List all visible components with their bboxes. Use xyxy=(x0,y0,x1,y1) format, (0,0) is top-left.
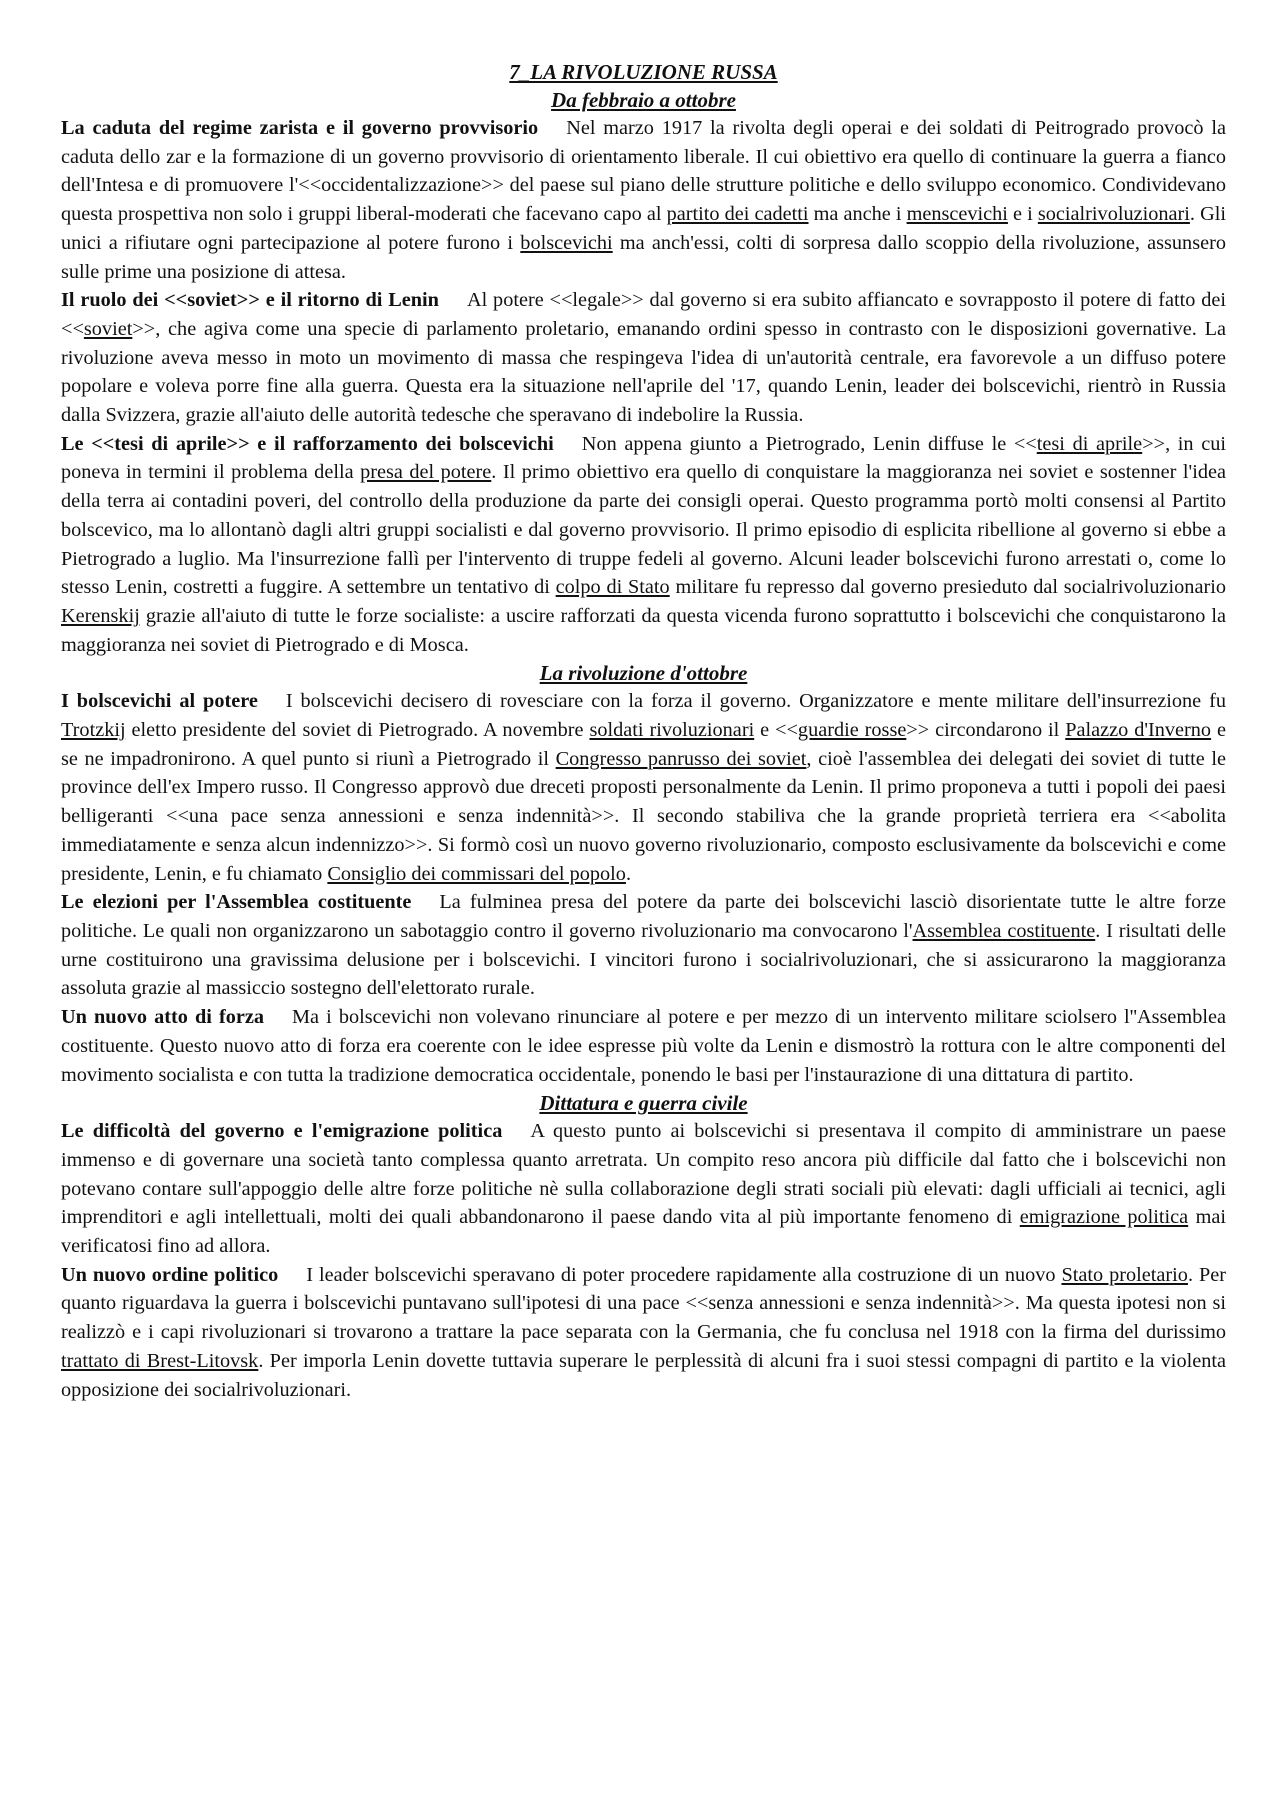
underlined-term: trattato di Brest-Litovsk xyxy=(61,1349,259,1372)
underlined-term: colpo di Stato xyxy=(555,576,670,599)
paragraph-heading: La caduta del regime zarista e il governo provvisorio xyxy=(61,117,539,139)
underlined-term: soviet xyxy=(83,317,133,340)
paragraph-text: ma anch'essi, colti di sorpresa dallo scoppio della rivoluzione, assunsero sulle prime una posizione di attesa. xyxy=(61,231,1226,283)
paragraph-text: militare fu represso dal governo presieduto dal socialrivoluzionario xyxy=(669,576,1226,599)
paragraph-text: . xyxy=(625,862,632,885)
paragraph xyxy=(61,430,1226,660)
underlined-term: Kerenskij xyxy=(61,604,140,627)
paragraph-text: Al potere <<legale>> dal governo si era subito affiancato e sovrapposto il potere di fatto dei << xyxy=(61,289,1226,340)
paragraph-text: . Il primo obiettivo era quello di conquistare la maggioranza nei soviet e sostenner l'idea della terra ai contadini poveri, del controllo della produzione da parte dei consigli operai. Questo programma portò molti consensi al Partito bolscevico, ma lo allontanò dagli altri gruppi socialisti e dal governo provvisorio. Il primo episodio di esplicita ribellione al governo si ebbe a Pietrogrado a luglio. Ma l'insurrezione fallì per l'intervento di truppe fedeli al governo. Alcuni leader bolscevichi furono arrestati o, come lo stesso Lenin, costretti a fuggire. A settembre un tentativo di xyxy=(61,461,1226,599)
paragraph-text: mai verificatosi fino ad allora. xyxy=(61,1206,1226,1258)
paragraph-text: A questo punto ai bolscevichi si presentava il compito di amministrare un paese immenso e di governare una società tanto complessa quanto arretrata. Un compito reso ancora più difficile dal fatto che i bolscevichi non potevano contare sull'appoggio delle altre forze politiche nè sulla collaborazione degli strati sociali più elevati: dagli ufficiali ai tecnici, agli imprenditori e agli intellettuali, molti dei quali abbandonarono il paese dando vita al più importante fenomeno di xyxy=(61,1120,1226,1229)
underlined-term: emigrazione politica xyxy=(1019,1206,1189,1229)
paragraph xyxy=(61,1003,1226,1089)
section-title: Da febbraio a ottobre xyxy=(551,88,736,112)
underlined-term: Trotzkij xyxy=(61,719,126,742)
document-page xyxy=(61,58,1226,1404)
paragraph-text: I leader bolscevichi speravano di poter procedere rapidamente alla costruzione di un nuovo xyxy=(306,1263,1062,1286)
paragraph-text: I bolscevichi decisero di rovesciare con la forza il governo. Organizzatore e mente militare dell'insurrezione fu xyxy=(285,690,1226,713)
paragraph xyxy=(61,888,1226,1003)
underlined-term: soldati rivoluzionari xyxy=(589,719,755,742)
paragraph-heading: I bolscevichi al potere xyxy=(61,690,258,713)
paragraph-heading: Un nuovo ordine politico xyxy=(61,1263,279,1286)
paragraph-heading: Le difficoltà del governo e l'emigrazione politica xyxy=(61,1120,503,1143)
paragraph-text: Ma i bolscevichi non volevano rinunciare al potere e per mezzo di un intervento militare sciolsero l''Assemblea costituente. Questo nuovo atto di forza era coerente con le idee espresse più volte da Lenin e dismostrò la rottura con le altre componenti del movimento socialista e con tutta la tradizione democratica occidentale, ponendo le basi per l'instaurazione di una dittatura di partito. xyxy=(61,1006,1226,1086)
paragraph-text: grazie all'aiuto di tutte le forze socialiste: a uscire rafforzati da questa vicenda furono soprattutto i bolscevichi che conquistarono la maggioranza nei soviet di Pietrogrado e di Mosca. xyxy=(61,604,1226,656)
paragraph xyxy=(61,1261,1226,1405)
paragraph-text: , cioè l'assemblea dei delegati dei soviet di tutte le province dell'ex Impero russo. Il Congresso approvò due dreceti proposti personalmente da Lenin. Il primo proponeva a tutti i popoli dei paesi belligeranti <<una pace senza annessioni e senza indennità>>. Il secondo stabiliva che la grande proprietà terriera era <<abolita immediatamente e senza alcun indennizzo>>. Si formò così un nuovo governo rivoluzionario, composto esclusivamente da bolscevichi e come presidente, Lenin, e fu chiamato xyxy=(61,747,1227,885)
paragraph-text: >> circondarono il xyxy=(906,719,1066,742)
underlined-term: socialrivoluzionari xyxy=(1037,203,1190,226)
paragraph-text: e << xyxy=(754,719,798,742)
paragraph xyxy=(61,286,1226,430)
underlined-term: partito dei cadetti xyxy=(666,203,809,226)
underlined-term: presa del potere xyxy=(360,461,492,484)
paragraph-text: . Per imporla Lenin dovette tuttavia superare le perplessità di alcuni fra i suoi stessi compagni di partito e la violenta opposizione dei socialrivoluzionari. xyxy=(61,1349,1226,1401)
document-body xyxy=(61,86,1226,1404)
section-title: Dittatura e guerra civile xyxy=(539,1091,748,1116)
paragraph xyxy=(61,687,1226,888)
paragraph-heading: Le elezioni per l'Assemblea costituente xyxy=(61,891,412,914)
paragraph-text: Nel marzo 1917 la rivolta degli operai e dei soldati di Peitrogrado provocò la caduta dello zar e la formazione di un governo provvisorio di orientamento liberale. Il cui obiettivo era quello di continuare la guerra a fianco dell'Intesa e di promuovere l'<<occidentalizzazione>> del paese sul piano delle strutture politiche e dello sviluppo economico. Condividevano questa prospettiva non solo i gruppi liberal-moderati che facevano capo al xyxy=(61,117,1226,226)
paragraph xyxy=(61,114,1226,286)
paragraph-text: eletto presidente del soviet di Pietrogrado. A novembre xyxy=(125,719,590,742)
paragraph-text: e se ne impadronirono. A quel punto si riunì a Pietrogrado il xyxy=(61,719,1226,770)
underlined-term: Palazzo d'Inverno xyxy=(1065,719,1212,742)
paragraph-text: >>, che agiva come una specie di parlamento proletario, emanando ordini spesso in contrasto con le disposizioni governative. La rivoluzione aveva messo in moto un movimento di massa che respingeva l'idea di un'autorità centrale, era favorevole a un diffuso potere popolare e voleva porre fine alla guerra. Questa era la situazione nell'aprile del '17, quando Lenin, leader dei bolscevichi, rientrò in Russia dalla Svizzera, grazie all'aiuto delle autorità tedesche che speravano di indebolire la Russia. xyxy=(61,317,1226,427)
underlined-term: guardie rosse xyxy=(797,719,907,742)
paragraph-text: ma anche i xyxy=(808,203,907,226)
paragraph-text: >>, in cui poneva in termini il problema della xyxy=(61,432,1227,484)
paragraph-text: . I risultati delle urne costituirono una gravissima delusione per i bolscevichi. I vincitori furono i socialrivoluzionari, che si assicurarono la maggioranza assoluta grazie al massiccio sostegno dell'elettorato rurale. xyxy=(61,919,1226,1000)
paragraph-text: . Gli unici a rifiutare ogni partecipazione al potere furono i xyxy=(61,203,1226,254)
underlined-term: Assemblea costituente xyxy=(912,919,1096,942)
underlined-term: menscevichi xyxy=(906,203,1008,226)
underlined-term: Congresso panrusso dei soviet xyxy=(555,747,807,770)
section-title: La rivoluzione d'ottobre xyxy=(539,661,748,686)
underlined-term: tesi di aprile xyxy=(1036,432,1143,455)
underlined-term: Consiglio dei commissari del popolo xyxy=(327,862,626,885)
paragraph-heading: Il ruolo dei <<soviet>> e il ritorno di Lenin xyxy=(61,289,439,312)
paragraph-heading: Le <<tesi di aprile>> e il rafforzamento dei bolscevichi xyxy=(61,432,554,455)
paragraph-text: La fulminea presa del potere da parte dei bolscevichi lasciò disorientate tutte le altre forze politiche. Le quali non organizzarono un sabotaggio contro il governo rivoluzionario ma convocarono l' xyxy=(61,891,1226,942)
document-title: 7_LA RIVOLUZIONE RUSSA xyxy=(509,60,778,84)
paragraph-text: . Per quanto riguardava la guerra i bolscevichi puntavano sull'ipotesi di una pace <<senza annessioni e senza indennità>>. Ma questa ipotesi non si realizzò e i capi rivoluzionari si trovarono a trattare la pace separata con la Germania, che fu conclusa nel 1918 con la firma del durissimo xyxy=(61,1263,1226,1344)
paragraph-heading: Un nuovo atto di forza xyxy=(61,1006,265,1029)
paragraph xyxy=(61,1117,1226,1261)
underlined-term: Stato proletario xyxy=(1061,1263,1188,1286)
paragraph-text: e i xyxy=(1007,203,1038,226)
underlined-term: bolscevichi xyxy=(520,231,613,254)
paragraph-text: Non appena giunto a Pietrogrado, Lenin diffuse le << xyxy=(581,432,1037,455)
